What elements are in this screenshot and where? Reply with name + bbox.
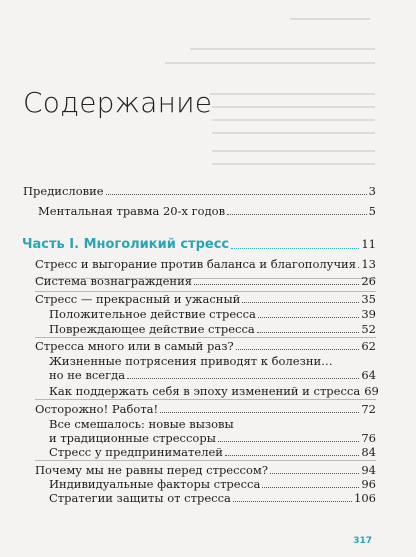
toc-entry-label: Стресс у предпринимателей (49, 445, 223, 459)
dot-leader (194, 284, 359, 285)
dot-leader (262, 487, 359, 488)
toc-entry[interactable] (35, 464, 376, 477)
toc-entry[interactable] (35, 275, 376, 288)
toc-entry-label: и традиционные стрессоры (49, 431, 216, 445)
section-divider (35, 337, 376, 338)
section-divider (35, 399, 376, 400)
toc-entry-page: 35 (361, 292, 376, 306)
toc-entry-label: Как поддержать себя в эпоху изменений и стресса (49, 384, 361, 398)
toc-entry[interactable] (49, 492, 376, 505)
toc-entry-label: Ментальная травма 20-х годов (38, 204, 226, 218)
toc-entry[interactable] (35, 293, 376, 306)
toc-entry-page: 84 (361, 445, 376, 459)
toc-entry[interactable] (35, 340, 376, 353)
toc-entry-page: 72 (361, 402, 376, 416)
toc-entry-label: Индивидуальные факторы стресса (49, 477, 261, 491)
dot-leader (270, 473, 359, 474)
toc-entry-page: 94 (361, 463, 376, 477)
toc-entry-label: Повреждающее действие стресса (49, 322, 255, 336)
toc-entry[interactable] (49, 446, 376, 459)
toc-entry-page: 62 (361, 339, 376, 353)
toc-entry-page: 3 (368, 184, 376, 198)
toc-entry-page: 76 (361, 431, 376, 445)
toc-entry[interactable] (35, 258, 376, 271)
toc-entry-label: Стресс — прекрасный и ужасный (35, 292, 241, 306)
page-number: 317 (353, 536, 372, 546)
toc-entry-page: 69 (364, 384, 379, 398)
toc-entry-page: 5 (368, 204, 376, 218)
toc-entry-page: 96 (361, 477, 376, 491)
toc-entry-label: Стресс и выгорание против баланса и благополучия (35, 257, 356, 271)
dot-leader (231, 248, 359, 249)
toc-entry-page: 13 (361, 257, 376, 271)
toc-entry-label: но не всегда (49, 368, 126, 382)
toc-entry[interactable] (49, 323, 376, 336)
toc-entry[interactable] (49, 308, 376, 321)
toc-entry[interactable] (49, 369, 376, 382)
dot-leader (257, 332, 360, 333)
toc-entry-page: 26 (361, 274, 376, 288)
section-divider (35, 460, 376, 461)
toc-entry-label: Почему мы не равны перед стрессом? (35, 463, 269, 477)
toc-entry-label: Осторожно! Работа! (35, 402, 159, 416)
toc-entry-label-line1[interactable]: Все смешалось: новые вызовы (49, 417, 234, 431)
toc-entry[interactable] (49, 478, 376, 491)
dot-leader (218, 441, 359, 442)
dot-leader (242, 302, 359, 303)
page-title: Содержание (23, 86, 213, 119)
toc-entry-label-line1[interactable]: Жизненные потрясения приводят к болезни… (49, 354, 333, 368)
toc-entry-page: 11 (361, 237, 376, 251)
toc-part-label: Часть I. Многоликий стресс (22, 237, 230, 252)
toc-part-heading[interactable] (22, 237, 376, 252)
toc-entry[interactable] (38, 205, 376, 218)
dot-leader (358, 267, 359, 268)
dot-leader (225, 455, 359, 456)
toc-entry[interactable] (23, 185, 376, 198)
toc-entry[interactable] (35, 403, 376, 416)
toc-entry[interactable] (49, 384, 379, 398)
dot-leader (227, 214, 367, 215)
toc-entry-page: 106 (354, 491, 376, 505)
toc-entry-page: 39 (361, 307, 376, 321)
dot-leader (236, 349, 360, 350)
toc-entry-page: 52 (361, 322, 376, 336)
dot-leader (160, 412, 359, 413)
toc-entry-label: Положительное действие стресса (49, 307, 256, 321)
dot-leader (127, 378, 359, 379)
toc-entry-label: Система вознаграждения (35, 274, 193, 288)
dot-leader (106, 194, 367, 195)
dot-leader (258, 317, 359, 318)
toc-entry-label: Стратегии защиты от стресса (49, 491, 231, 505)
toc-entry-page: 64 (361, 368, 376, 382)
dot-leader (233, 501, 352, 502)
toc-entry-label: Стресса много или в самый раз? (35, 339, 234, 353)
toc-entry[interactable] (49, 432, 376, 445)
toc-entry-label: Предисловие (23, 184, 104, 198)
